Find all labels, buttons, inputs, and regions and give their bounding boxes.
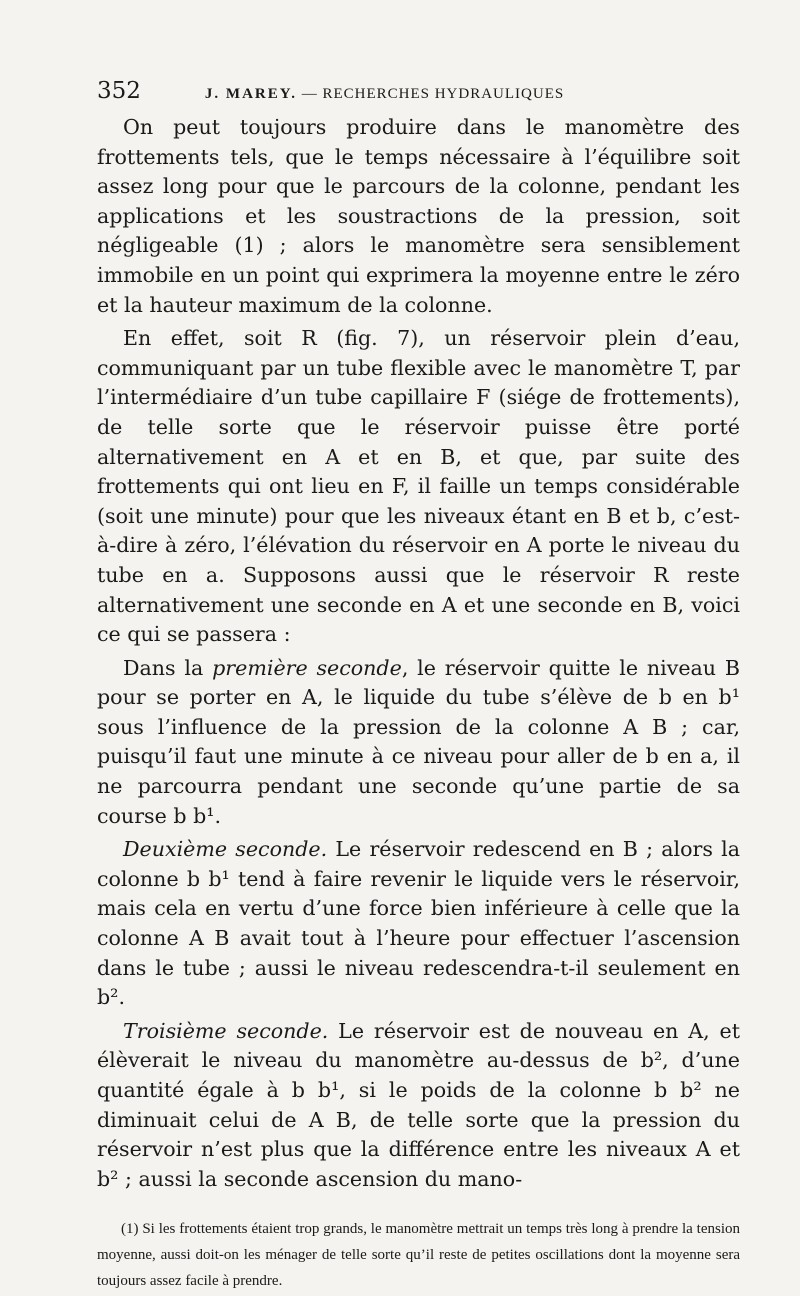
paragraph-text: En effet, soit R (fig. 7), un réservoir plein d’eau, communiquant par un tube flexible avec le manomètre T, par l’intermédiaire d’un tube capillaire F (siége de frottements), de telle sorte que le réservoir puisse être porté alternativement en A et en B, et que, par suite des frottements qui ont lieu en F, il faille un temps considérable (soit une minute) pour que les niveaux étant en B et b, c’est-à-dire à zéro, l’élévation du réservoir en A porte le niveau du tube en a. Supposons aussi que le réservoir R reste alternativement une seconde en A et une seconde en B, voici ce qui se passera :	[97, 326, 740, 647]
paragraph	[97, 835, 740, 1013]
body-text	[97, 113, 740, 1194]
paragraph	[97, 1017, 740, 1195]
paragraph-italic: Deuxième seconde.	[123, 837, 328, 862]
running-head-author: J. MAREY.	[204, 86, 297, 102]
running-head-title: RECHERCHES HYDRAULIQUES	[322, 86, 565, 102]
paragraph-text: Le réservoir est de nouveau en A, et élèverait le niveau du manomètre au-dessus de b², d’une quantité égale à b b¹, si le poids de la colonne b b² ne diminuait celui de A B, de telle sorte que la pression du réservoir n’est plus que la différence entre les niveaux A et b² ; aussi la seconde ascension du mano-	[97, 1018, 740, 1191]
running-head-separator: —	[301, 86, 318, 102]
paragraph-lead: Dans la	[123, 655, 213, 680]
running-head	[205, 79, 564, 109]
paragraph	[97, 654, 740, 832]
paragraph	[97, 324, 740, 650]
page-number: 352	[97, 78, 141, 104]
paragraph-italic: Troisième seconde.	[123, 1018, 329, 1043]
paragraph-text: On peut toujours produire dans le manomètre des frottements tels, que le temps nécessaire à l’équilibre soit assez long pour que le parcours de la colonne, pendant les applications et les soustractions de la pression, soit négligeable (1) ; alors le manomètre sera sensiblement immobile en un point qui exprimera la moyenne entre le zéro et la hauteur maximum de la colonne.	[97, 115, 740, 317]
paragraph-text: , le réservoir quitte le niveau B pour se porter en A, le liquide du tube s’élève de b en b¹ sous l’influence de la pression de la colonne A B ; car, puisqu’il faut une minute à ce niveau pour aller de b en a, il ne parcourra pendant une seconde qu’une partie de sa course b b¹.	[97, 655, 740, 828]
paragraph-text: Le réservoir redescend en B ; alors la colonne b b¹ tend à faire revenir le liquide vers le réservoir, mais cela en vertu d’une force bien inférieure à celle que la colonne A B avait tout à l’heure pour effectuer l’ascension dans le tube ; aussi le niveau redescendra-t-il seulement en b².	[97, 837, 741, 1010]
page-header	[97, 76, 740, 109]
footnote: (1) Si les frottements étaient trop grands, le manomètre mettrait un temps très long à prendre la tension moyenne, aussi doit-on les ménager de telle sorte qu’il reste de petites oscillations dont la moyenne sera toujours assez facile à prendre.	[97, 1221, 740, 1290]
paragraph	[97, 113, 740, 320]
paragraph-italic: première seconde	[212, 655, 402, 680]
